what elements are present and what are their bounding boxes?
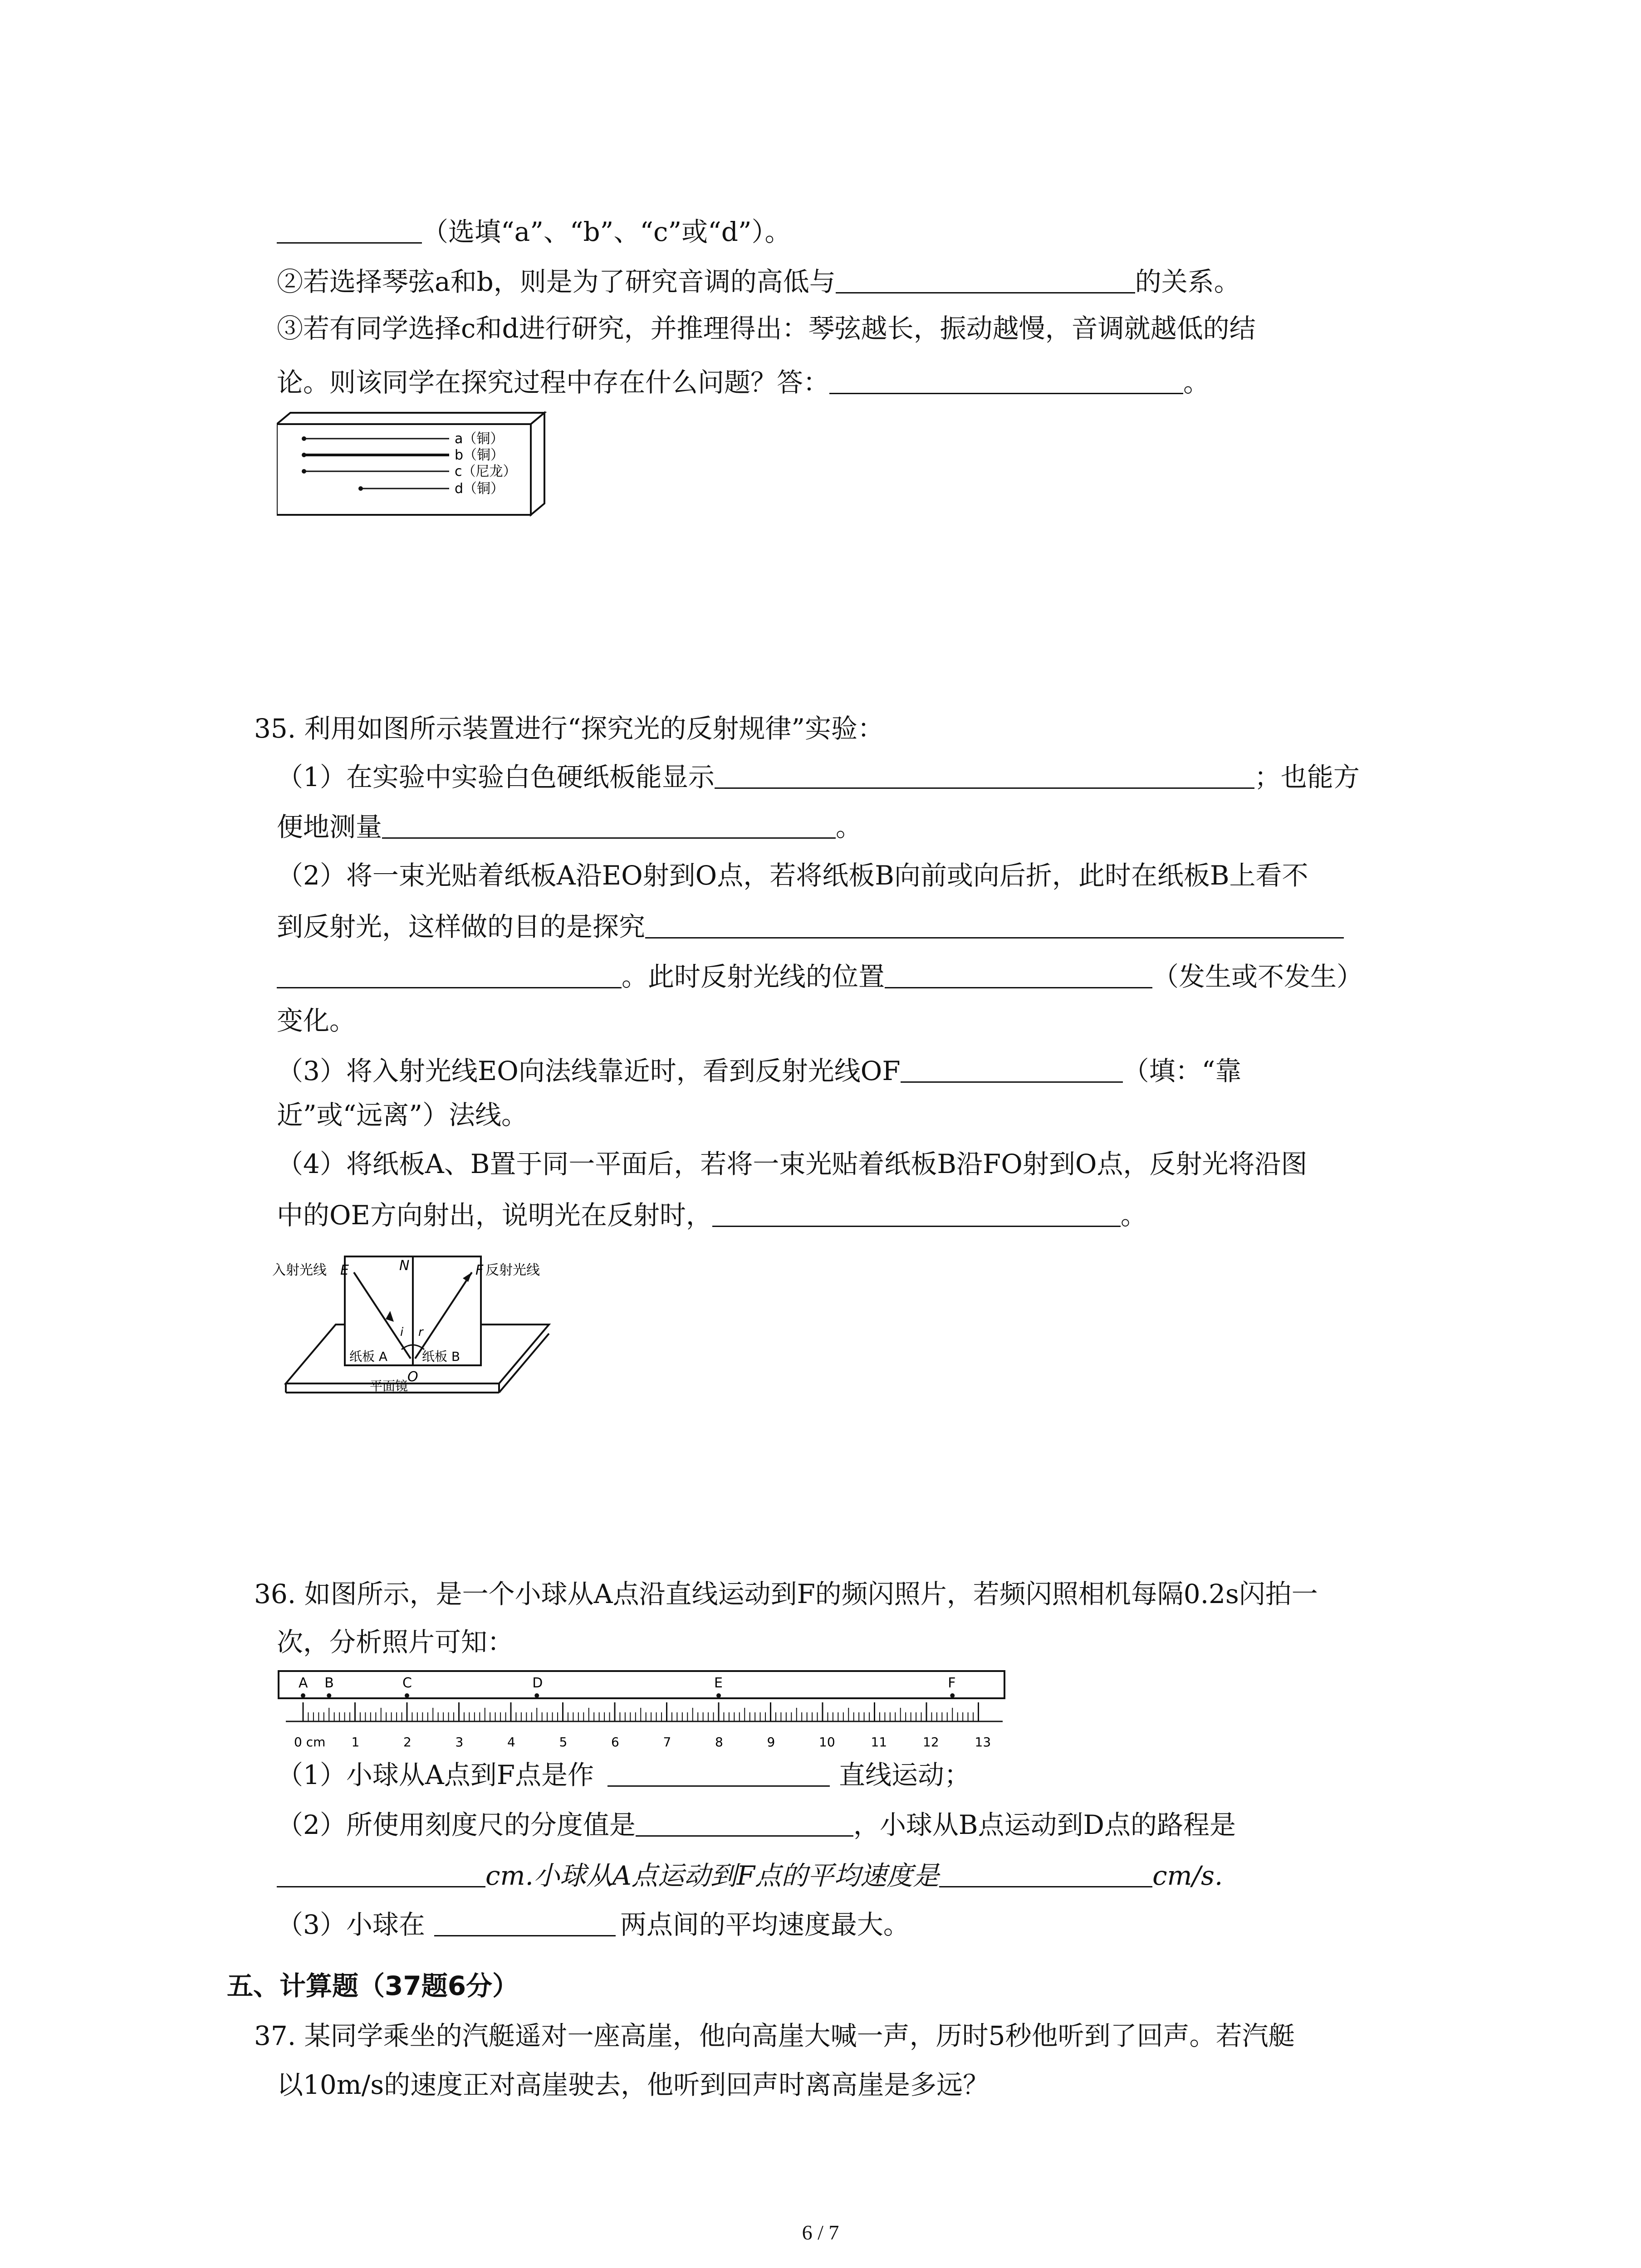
ruler-number: 9 [767,1735,775,1750]
q35-p2-line2: 到反射光，这样做的目的是探究 [277,907,1344,945]
q36-p3: （3）小球在 两点间的平均速度最大。 [277,1905,910,1943]
ball-label: A [299,1675,308,1691]
ruler-number: 2 [403,1735,411,1750]
q36-stem2: 次，分析照片可知： [277,1627,514,1657]
label-E: E [340,1262,349,1278]
answer-blank[interactable] [434,1905,616,1936]
ruler-number: 4 [507,1735,515,1750]
answer-blank[interactable] [277,957,622,988]
q36-p1: （1）小球从A点到F点是作 直线运动； [277,1755,970,1793]
q35-p2-line4: 变化。 [277,1005,356,1036]
ruler-number: 7 [663,1735,671,1750]
q35-p4-line2: 中的OE方向射出，说明光在反射时， 。 [277,1196,1147,1233]
ball-dot [301,1693,305,1698]
ruler-numbers [352,1735,991,1750]
ball-label: C [402,1675,412,1691]
q34-line4: 论。则该同学在探究过程中存在什么问题？答： 。 [277,363,1210,401]
answer-blank[interactable] [836,262,1135,293]
answer-blank[interactable] [939,1856,1152,1887]
label-board-a: 纸板 A [349,1349,388,1364]
q35-p2-line3: 。此时反射光线的位置 （发生或不发生） [277,957,1363,995]
q35-p2-line1: （2）将一束光贴着纸板A沿EO射到O点，若将纸板B向前或向后折，此时在纸板B上看不 [277,860,1308,891]
ball-dot [716,1693,721,1698]
label-reflected: 反射光线 [485,1262,540,1278]
label-O: O [407,1369,418,1385]
ball-dot [327,1693,331,1698]
q37-line2: 以10m/s的速度正对高崖驶去，他听到回声时离高崖是多远？ [277,2069,989,2100]
ball-dot [534,1693,539,1698]
label-board-b: 纸板 B [422,1349,460,1364]
ruler-number: 8 [715,1735,723,1750]
ball-dot [950,1693,955,1698]
string-label-c: c（尼龙） [455,464,517,479]
ball-label: B [324,1675,334,1691]
ruler-number: 10 [819,1735,835,1750]
q35-p3-line2: 近”或“远离”）法线。 [277,1100,528,1130]
ruler-number: 6 [611,1735,619,1750]
q35-p1: （1）在实验中实验白色硬纸板能显示 ；也能方 [277,758,1360,795]
q35-stem: 35. 利用如图所示装置进行“探究光的反射规律”实验： [254,713,884,744]
answer-blank[interactable] [829,363,1183,394]
q35-p4-line1: （4）将纸板A、B置于同一平面后，若将一束光贴着纸板B沿FO射到O点，反射光将沿图 [277,1149,1308,1179]
q36-stem1: 36. 如图所示，是一个小球从A点沿直线运动到F的频闪照片，若频闪照相机每隔0.2s闪拍一 [254,1579,1318,1609]
answer-blank[interactable] [885,957,1152,988]
answer-blank[interactable] [712,1196,1121,1227]
q34-line3: ③若有同学选择c和d进行研究，并推理得出：琴弦越长，振动越慢，音调就越低的结 [277,313,1256,344]
label-N: N [399,1258,410,1274]
q36-p2: （2）所使用刻度尺的分度值是 ，小球从B点运动到D点的路程是 [277,1805,1236,1843]
label-incident: 入射光线 [272,1262,327,1278]
answer-blank[interactable] [277,212,422,244]
answer-blank[interactable] [607,1755,830,1787]
ruler-unit: 0 cm [294,1735,326,1750]
ruler-number: 1 [351,1735,360,1750]
answer-blank[interactable] [715,758,1254,789]
string-label-b: b（铜） [455,447,505,463]
ruler-figure [277,1669,1012,1751]
ruler-number: 5 [559,1735,568,1750]
ruler-ticks [303,1702,979,1721]
label-i: i [400,1325,404,1339]
ball-dot [405,1693,409,1698]
ball-label: D [532,1675,543,1691]
string-instrument-figure [277,411,558,519]
answer-blank[interactable] [901,1051,1123,1083]
ruler-number: 12 [923,1735,939,1750]
answer-blank[interactable] [277,1856,485,1887]
string-label-d: d（铜） [455,481,505,497]
label-mirror: 平面镜 [370,1378,408,1393]
q34-line2: ②若选择琴弦a和b，则是为了研究音调的高低与 的关系。 [277,262,1240,300]
q37-line1: 37. 某同学乘坐的汽艇遥对一座高崖，他向高崖大喊一声，历时5秒他听到了回声。若汽艇 [254,2020,1295,2051]
q36-p2b: cm.小球从A点运动到F点的平均速度是 cm/s. [277,1856,1223,1894]
q35-p1b: 便地测量 。 [277,807,862,845]
ruler-number: 3 [455,1735,464,1750]
section-heading: 五、计算题（37题6分） [227,1970,519,2001]
ball-label: E [714,1675,723,1691]
ruler-number: 11 [871,1735,887,1750]
label-F: F [475,1262,484,1278]
answer-blank[interactable] [382,807,836,839]
page-number: 6 / 7 [802,2221,839,2244]
q35-p3-line1: （3）将入射光线EO向法线靠近时，看到反射光线OF （填：“靠 [277,1051,1241,1089]
q34-line1: （选填“a”、“b”、“c”或“d”）。 [277,212,791,250]
answer-blank[interactable] [636,1805,853,1837]
light-reflection-figure [272,1238,563,1420]
answer-blank[interactable] [645,907,1344,938]
label-r: r [418,1325,423,1339]
ball-label: F [948,1675,956,1691]
ruler-number: 13 [975,1735,991,1750]
string-label-a: a（铜） [455,431,504,447]
